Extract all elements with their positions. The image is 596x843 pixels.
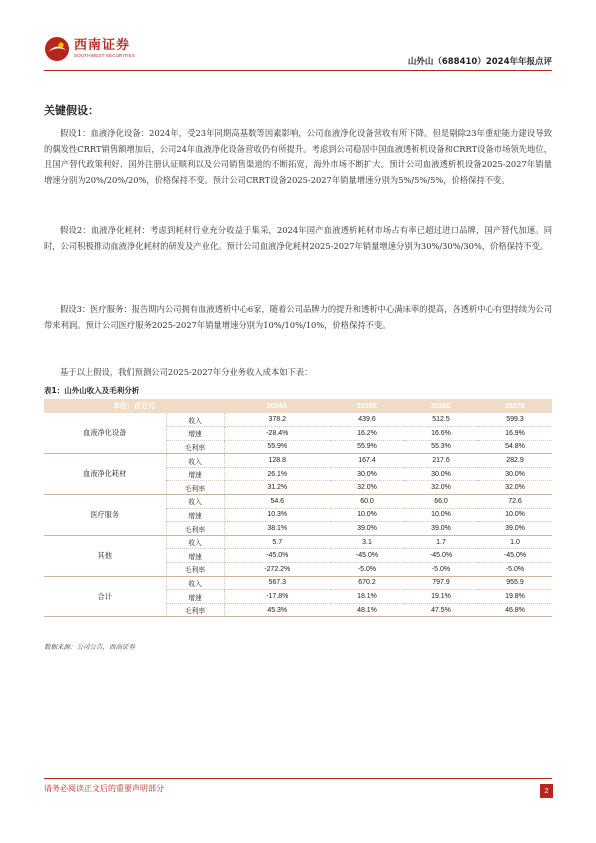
metric-label: 毛利率	[166, 563, 224, 577]
table-cell: 19.1%	[404, 590, 478, 604]
table-cell: 3.1	[330, 535, 404, 549]
table-cell: -28.4%	[224, 427, 330, 441]
table-cell: 30.0%	[478, 467, 552, 481]
summary-paragraph: 基于以上假设，我们预测公司2025-2027年分业务收入成本如下表：	[60, 367, 313, 377]
table-cell: 5.7	[224, 535, 330, 549]
table-cell: 10.0%	[404, 508, 478, 522]
table-cell: -45.0%	[478, 549, 552, 563]
table-cell: 38.1%	[224, 522, 330, 536]
metric-label: 毛利率	[166, 522, 224, 536]
table-cell: 217.6	[404, 454, 478, 468]
table-cell: 47.5%	[404, 603, 478, 617]
header-2027e: 2027E	[478, 399, 552, 413]
table-cell: 55.9%	[330, 440, 404, 454]
section-title: 关键假设：	[44, 104, 99, 117]
table-row	[44, 454, 552, 468]
header-2026e: 2026E	[404, 399, 478, 413]
table-cell: 378.2	[224, 413, 330, 427]
table-cell: -45.0%	[224, 549, 330, 563]
table-cell: 66.0	[404, 495, 478, 509]
table-cell: 599.3	[478, 413, 552, 427]
table-cell: 32.0%	[478, 481, 552, 495]
table-cell: -5.0%	[330, 563, 404, 577]
table-cell: 39.0%	[404, 522, 478, 536]
metric-label: 增速	[166, 508, 224, 522]
table-cell: 1.7	[404, 535, 478, 549]
table-cell: 567.3	[224, 576, 330, 590]
metric-label: 增速	[166, 590, 224, 604]
table-cell: 128.8	[224, 454, 330, 468]
metric-label: 增速	[166, 467, 224, 481]
company-logo	[44, 36, 135, 62]
table-cell: 55.9%	[224, 440, 330, 454]
table-cell: 54.6	[224, 495, 330, 509]
header-2024a: 2024A	[224, 399, 330, 413]
logo-icon	[44, 36, 70, 62]
table-cell: 31.2%	[224, 481, 330, 495]
table-cell: 30.0%	[404, 467, 478, 481]
footer-divider	[44, 778, 552, 779]
table-cell: -272.2%	[224, 563, 330, 577]
table-cell: 1.0	[478, 535, 552, 549]
table-cell: 955.9	[478, 576, 552, 590]
table-cell: 16.6%	[404, 427, 478, 441]
assumption-paragraph-2: 假设2：血液净化耗材：考虑到耗材行业充分收益于集采，2024年国产血液透析耗材市场占有率已超过进口品牌，国产替代加速。同时，公司积极推动血液净化耗材的研发及产业化。预计公司血液净化耗材2025-2027年销量增速分别为30%/30%/30%，价格保持不变。	[44, 225, 552, 251]
table-cell: 16.9%	[478, 427, 552, 441]
table-cell: 39.0%	[478, 522, 552, 536]
table-cell: -5.0%	[478, 563, 552, 577]
table-cell: -45.0%	[404, 549, 478, 563]
metric-label: 毛利率	[166, 603, 224, 617]
table-row	[44, 535, 552, 549]
table-cell: 60.0	[330, 495, 404, 509]
table-row	[44, 495, 552, 509]
logo-name-en: SOUTHWEST SECURITIES	[74, 53, 135, 58]
metric-label: 增速	[166, 549, 224, 563]
segment-name: 其他	[44, 535, 166, 576]
report-header-title: 山外山（688410）2024年年报点评	[407, 57, 552, 67]
segment-name: 血液净化耗材	[44, 454, 166, 495]
table-cell: 670.2	[330, 576, 404, 590]
table-cell: 167.4	[330, 454, 404, 468]
footer-disclaimer: 请务必阅读正文后的重要声明部分	[44, 784, 164, 793]
table-cell: -5.0%	[404, 563, 478, 577]
table-cell: 30.0%	[330, 467, 404, 481]
metric-label: 收入	[166, 413, 224, 427]
table-cell: 46.8%	[478, 603, 552, 617]
table-cell: -17.8%	[224, 590, 330, 604]
table-header-row	[44, 399, 552, 413]
table-cell: 48.1%	[330, 603, 404, 617]
table-cell: 512.5	[404, 413, 478, 427]
revenue-margin-table	[44, 399, 552, 617]
table-cell: 10.3%	[224, 508, 330, 522]
header-unit: 单位：百万元	[44, 399, 224, 413]
page-number: 2	[540, 784, 553, 798]
metric-label: 收入	[166, 535, 224, 549]
table-cell: 32.0%	[330, 481, 404, 495]
metric-label: 收入	[166, 454, 224, 468]
data-source-note: 数据来源：公司公告，西南证券	[44, 643, 135, 651]
table-cell: 54.8%	[478, 440, 552, 454]
table-cell: 10.0%	[330, 508, 404, 522]
table-cell: 16.2%	[330, 427, 404, 441]
metric-label: 毛利率	[166, 440, 224, 454]
table-cell: 18.1%	[330, 590, 404, 604]
table-title: 表1：山外山收入及毛利分析	[44, 386, 140, 395]
table-cell: 45.3%	[224, 603, 330, 617]
assumption-paragraph-1: 假设1：血液净化设备：2024年，受23年同期高基数等因素影响，公司血液净化设备营收有所下降。但是剔除23年重症能力建设导致的偶发性CRRT销售额增加后，公司24年血液净化设备营收仍有所提升。考虑到公司稳居中国血液透析机设备和CRRT设备市场领先地位，且国产替代政策利好、国外注册认证顺利以及公司销售渠道的不断拓宽，海外市场不断扩大。预计公司血液透析机设备2025-2027年销量增速分别为20%/20%/20%，价格保持不变。预计公司CRRT设备2025-2027年销量增速分别为5%/5%/5%，价格保持不变。	[44, 128, 552, 185]
header-2025e: 2025E	[330, 399, 404, 413]
table-cell: 39.0%	[330, 522, 404, 536]
table-cell: 32.0%	[404, 481, 478, 495]
table-cell: 282.9	[478, 454, 552, 468]
table-cell: 19.8%	[478, 590, 552, 604]
header-divider	[44, 70, 552, 71]
assumption-paragraph-3: 假设3：医疗服务：报告期内公司拥有血液透析中心6家，随着公司品牌力的提升和透析中心满床率的提高，各透析中心有望持续为公司带来利润。预计公司医疗服务2025-2027年销量增速分别为10%/10%/10%，价格保持不变。	[44, 304, 552, 330]
logo-name-cn: 西南证券	[74, 38, 131, 53]
table-cell: 439.6	[330, 413, 404, 427]
table-row	[44, 576, 552, 590]
table-cell: 26.1%	[224, 467, 330, 481]
table-cell: 55.3%	[404, 440, 478, 454]
table-row	[44, 413, 552, 427]
metric-label: 收入	[166, 576, 224, 590]
table-cell: 797.9	[404, 576, 478, 590]
metric-label: 增速	[166, 427, 224, 441]
table-cell: 10.0%	[478, 508, 552, 522]
table-cell: -45.0%	[330, 549, 404, 563]
metric-label: 收入	[166, 495, 224, 509]
segment-name: 血液净化设备	[44, 413, 166, 454]
table-cell: 72.6	[478, 495, 552, 509]
segment-name: 医疗服务	[44, 495, 166, 536]
metric-label: 毛利率	[166, 481, 224, 495]
segment-name: 合计	[44, 576, 166, 617]
